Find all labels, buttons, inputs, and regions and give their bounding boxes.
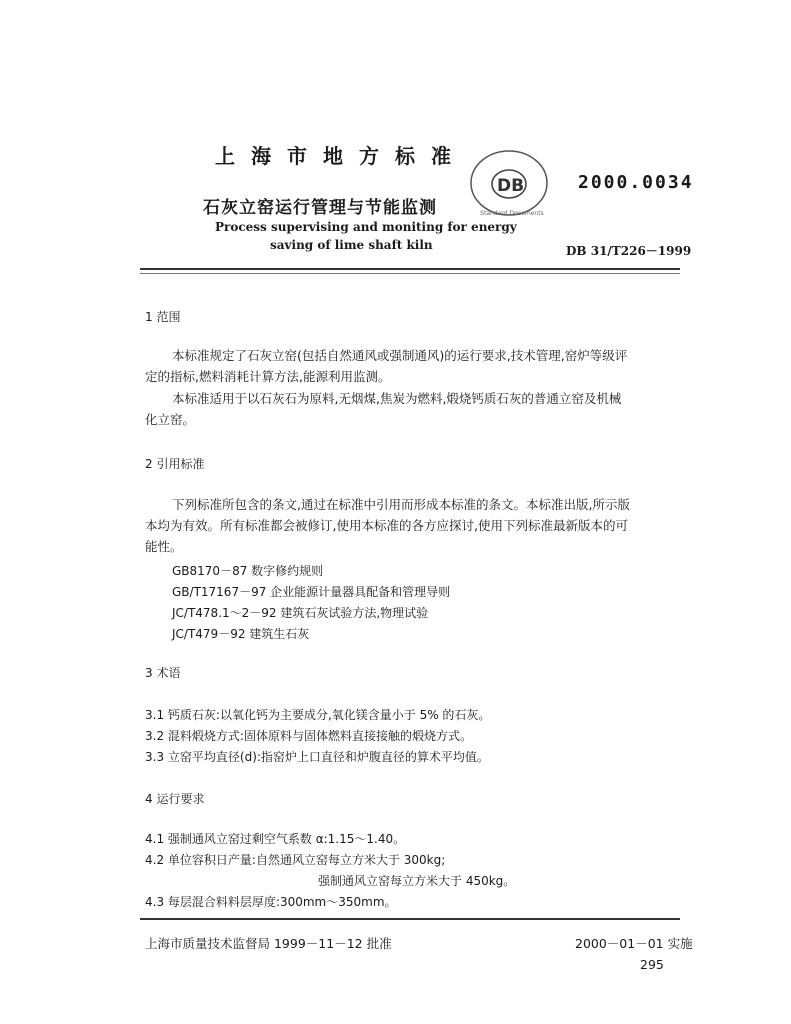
english-title-line1: Process supervising and moniting for energy <box>215 220 517 234</box>
section-1-para-2-line-2: 化立窑。 <box>145 412 196 427</box>
reference-item: JC/T478.1～2－92 建筑石灰试验方法,物理试验 <box>172 606 429 620</box>
term-item: 3.2 混料煅烧方式:固体原料与固体燃料直接接触的煅烧方式。 <box>145 729 472 743</box>
standard-number: 2000.0034 <box>578 172 694 193</box>
page-number: 295 <box>640 957 664 972</box>
stamp-arc-text: Standard Documents <box>480 210 544 217</box>
section-3-heading: 3 术语 <box>145 666 181 680</box>
section-1-para-1-line-2: 定的指标,燃料消耗计算方法,能源利用监测。 <box>145 369 391 384</box>
requirement-item: 4.3 每层混合料料层厚度:300mm～350mm。 <box>145 895 397 909</box>
requirement-item: 4.2 单位容积日产量:自然通风立窑每立方米大于 300kg; <box>145 853 446 867</box>
stamp-db-text: DB <box>497 176 525 196</box>
section-2-para-line-3: 能性。 <box>145 539 183 554</box>
section-1-para-1-line-1: 本标准规定了石灰立窑(包括自然通风或强制通风)的运行要求,技术管理,窑炉等级评 <box>172 348 628 363</box>
term-item: 3.3 立窑平均直径(d):指窑炉上口直径和炉腹直径的算术平均值。 <box>145 750 489 764</box>
requirement-item: 4.1 强制通风立窑过剩空气系数 α:1.15～1.40。 <box>145 832 406 846</box>
section-2-heading: 2 引用标准 <box>145 457 205 471</box>
reference-item: GB/T17167－97 企业能源计量器具配备和管理导则 <box>172 585 451 599</box>
standard-title: 石灰立窑运行管理与节能监测 <box>203 198 437 218</box>
db-stamp <box>468 148 550 218</box>
section-2-para-line-2: 本均为有效。所有标准都会被修订,使用本标准的各方应探讨,使用下列标准最新版本的可 <box>145 518 628 533</box>
standard-code: DB 31/T226－1999 <box>566 244 692 258</box>
section-1-heading: 1 范围 <box>145 310 181 324</box>
term-item: 3.1 钙质石灰:以氧化钙为主要成分,氧化镁含量小于 5% 的石灰。 <box>145 708 491 722</box>
section-1-para-2-line-1: 本标准适用于以石灰石为原料,无烟煤,焦炭为燃料,煅烧钙质石灰的普通立窑及机械 <box>172 391 622 406</box>
header-rule <box>140 268 680 270</box>
header-title: 上海市地方标准 <box>215 144 467 168</box>
section-4-heading: 4 运行要求 <box>145 792 205 806</box>
section-2-para-line-1: 下列标准所包含的条文,通过在标准中引用而形成本标准的条文。本标准出版,所示版 <box>172 497 630 512</box>
header-rule-thin <box>140 273 680 274</box>
reference-item: GB8170－87 数字修约规则 <box>172 564 324 578</box>
issue-date: 上海市质量技术监督局 1999－11－12 批准 <box>145 936 392 951</box>
requirement-item-continued: 强制通风立窑每立方米大于 450kg。 <box>318 874 516 888</box>
english-title-line2: saving of lime shaft kiln <box>270 238 433 252</box>
effective-date: 2000－01－01 实施 <box>575 936 693 951</box>
footer-rule <box>140 918 680 920</box>
reference-item: JC/T479－92 建筑生石灰 <box>172 627 310 641</box>
